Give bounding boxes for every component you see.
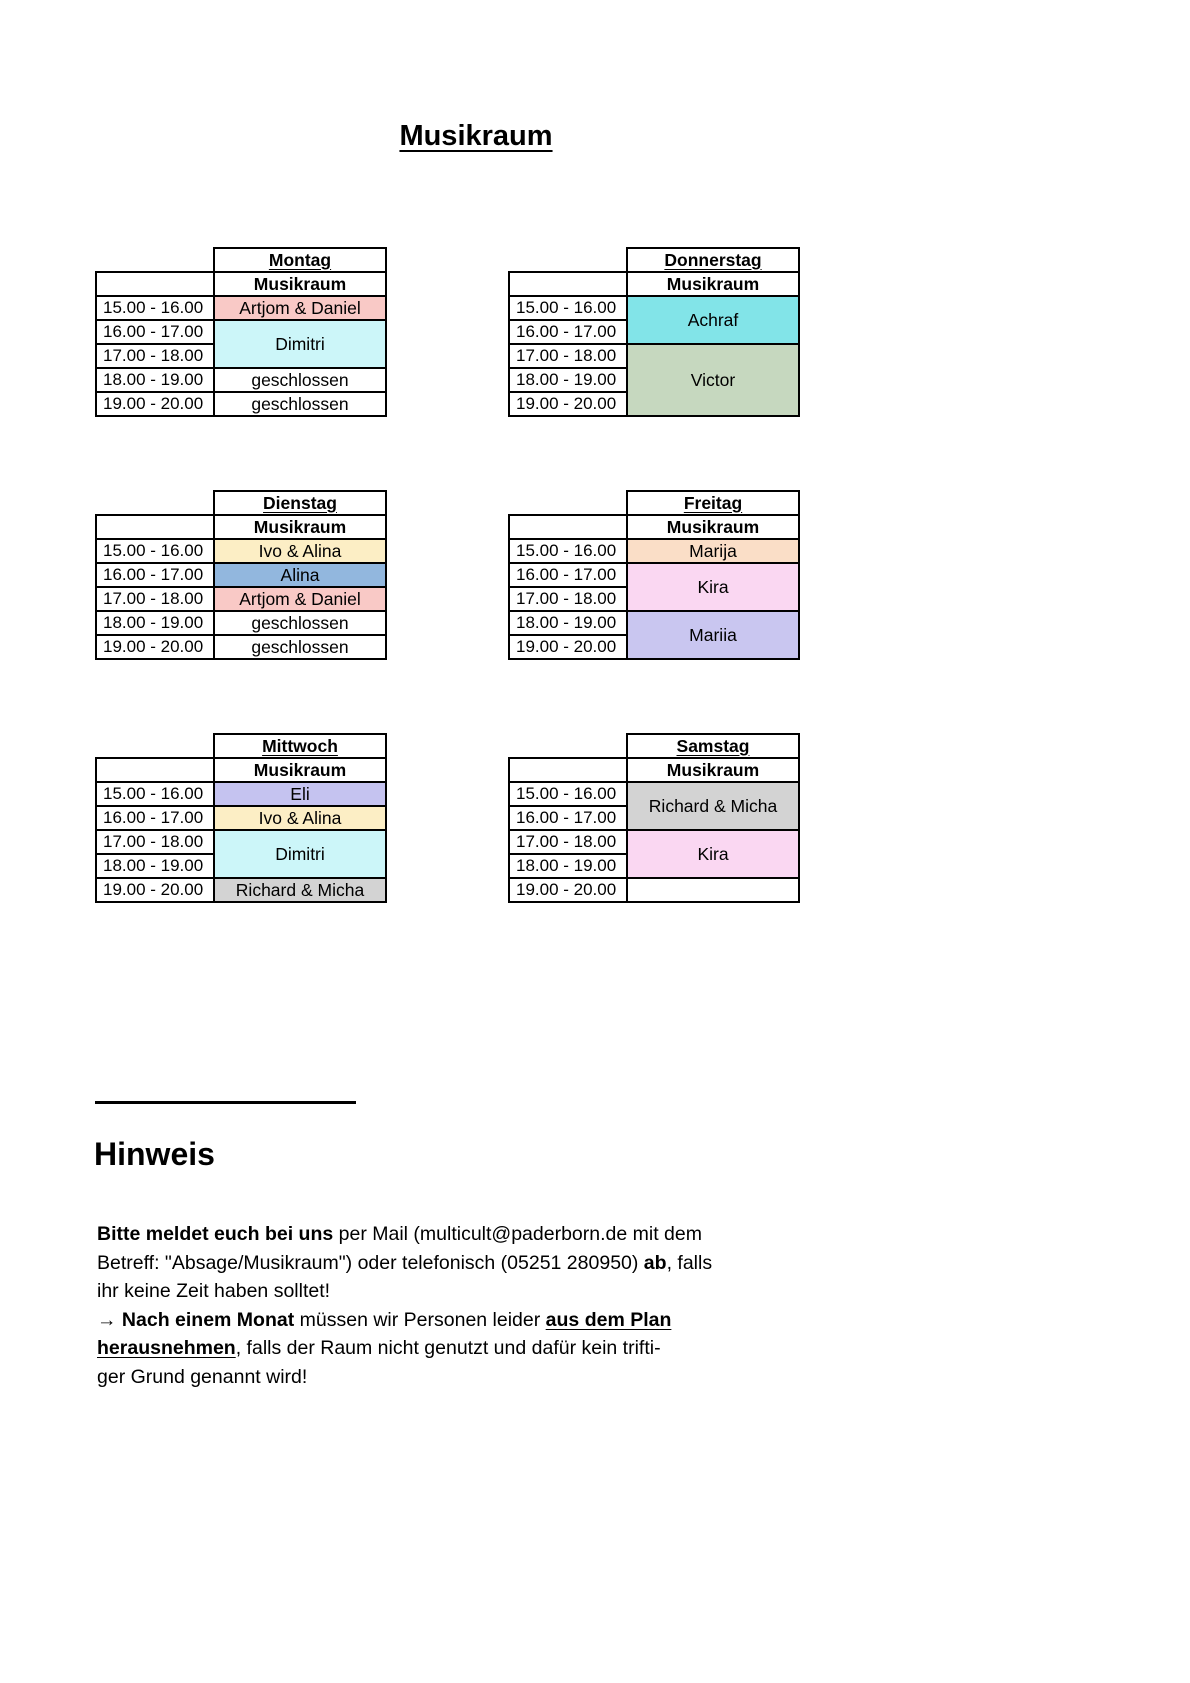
time-cell: 15.00 - 16.00 (96, 539, 214, 563)
day-name: Freitag (683, 492, 743, 513)
day-name: Dienstag (263, 492, 337, 513)
time-cell: 18.00 - 19.00 (96, 368, 214, 392)
note-line (97, 1249, 757, 1278)
time-cell: 17.00 - 18.00 (509, 587, 627, 611)
booking-cell: Richard & Micha (627, 782, 799, 830)
booking-cell: Dimitri (214, 830, 386, 878)
empty-header-cell (96, 272, 214, 296)
time-cell: 19.00 - 20.00 (96, 878, 214, 902)
day-header-cell (627, 491, 799, 515)
schedule-table-donnerstag (508, 247, 800, 417)
spacer-cell (509, 491, 627, 515)
schedule-table-freitag (508, 490, 800, 660)
day-header-cell (214, 491, 386, 515)
time-cell: 17.00 - 18.00 (509, 830, 627, 854)
room-header-cell: Musikraum (627, 515, 799, 539)
time-cell: 17.00 - 18.00 (96, 344, 214, 368)
time-cell: 16.00 - 17.00 (509, 806, 627, 830)
time-cell: 16.00 - 17.00 (96, 563, 214, 587)
note-line (97, 1334, 757, 1363)
time-cell: 19.00 - 20.00 (509, 878, 627, 902)
booking-cell: Ivo & Alina (214, 539, 386, 563)
booking-cell: Kira (627, 563, 799, 611)
note-line (97, 1277, 757, 1306)
room-header-cell: Musikraum (214, 272, 386, 296)
empty-header-cell (96, 515, 214, 539)
spacer-cell (96, 734, 214, 758)
spacer-cell (96, 248, 214, 272)
schedule-table-samstag (508, 733, 800, 903)
time-cell: 16.00 - 17.00 (96, 806, 214, 830)
note-text-segment: Betreff: "Absage/Musikraum") oder telefonisch (05251 280950) (97, 1251, 644, 1274)
time-cell: 15.00 - 16.00 (509, 539, 627, 563)
time-cell: 15.00 - 16.00 (96, 296, 214, 320)
time-cell: 17.00 - 18.00 (509, 344, 627, 368)
time-cell: 15.00 - 16.00 (96, 782, 214, 806)
note-text-segment: müssen wir Personen leider (294, 1308, 546, 1331)
note-text-segment: → (97, 1308, 122, 1331)
note-text-segment: Bitte meldet euch bei uns (97, 1223, 334, 1245)
note-text-segment: Nach einem Monat (121, 1308, 295, 1331)
empty-header-cell (96, 758, 214, 782)
note-text-segment: aus dem Plan (545, 1308, 672, 1331)
room-header-cell: Musikraum (627, 272, 799, 296)
day-name: Donnerstag (664, 249, 762, 270)
note-text-segment: ger Grund genannt wird! (97, 1365, 308, 1388)
booking-cell: Richard & Micha (214, 878, 386, 902)
booking-cell: Marija (627, 539, 799, 563)
empty-header-cell (509, 272, 627, 296)
time-cell: 18.00 - 19.00 (509, 368, 627, 392)
day-header-cell (214, 734, 386, 758)
booking-cell: Alina (214, 563, 386, 587)
note-text-segment: herausnehmen (97, 1337, 236, 1359)
booking-cell: Mariia (627, 611, 799, 659)
time-cell: 17.00 - 18.00 (96, 830, 214, 854)
spacer-cell (509, 734, 627, 758)
time-cell: 19.00 - 20.00 (96, 392, 214, 416)
time-cell: 16.00 - 17.00 (509, 563, 627, 587)
time-cell: 18.00 - 19.00 (509, 611, 627, 635)
day-name: Mittwoch (262, 735, 338, 756)
time-cell: 18.00 - 19.00 (509, 854, 627, 878)
time-cell: 19.00 - 20.00 (509, 635, 627, 659)
day-name: Samstag (676, 735, 750, 756)
empty-header-cell (509, 758, 627, 782)
time-cell: 19.00 - 20.00 (96, 635, 214, 659)
room-header-cell: Musikraum (214, 515, 386, 539)
empty-booking-cell (627, 878, 799, 902)
note-text-segment: ab (643, 1251, 667, 1274)
booking-cell: geschlossen (214, 392, 386, 416)
booking-cell: Achraf (627, 296, 799, 344)
booking-cell: geschlossen (214, 611, 386, 635)
time-cell: 16.00 - 17.00 (96, 320, 214, 344)
note-line (97, 1363, 757, 1392)
time-cell: 15.00 - 16.00 (509, 296, 627, 320)
booking-cell: geschlossen (214, 635, 386, 659)
time-cell: 15.00 - 16.00 (509, 782, 627, 806)
booking-cell: Eli (214, 782, 386, 806)
room-header-cell: Musikraum (214, 758, 386, 782)
schedule-table-montag (95, 247, 387, 417)
day-header-cell (627, 248, 799, 272)
day-header-cell (214, 248, 386, 272)
note-body (97, 1220, 757, 1391)
page-title: Musikraum (399, 120, 553, 152)
room-header-cell: Musikraum (627, 758, 799, 782)
time-cell: 18.00 - 19.00 (96, 854, 214, 878)
schedule-table-dienstag (95, 490, 387, 660)
note-line (97, 1220, 757, 1249)
time-cell: 19.00 - 20.00 (509, 392, 627, 416)
note-text-segment: per Mail (multicult@paderborn.de mit dem (333, 1223, 702, 1245)
booking-cell: Victor (627, 344, 799, 416)
time-cell: 17.00 - 18.00 (96, 587, 214, 611)
booking-cell: Ivo & Alina (214, 806, 386, 830)
booking-cell: Dimitri (214, 320, 386, 368)
note-text-segment: ihr keine Zeit haben solltet! (97, 1280, 331, 1302)
day-name: Montag (268, 249, 332, 270)
note-line (97, 1306, 757, 1335)
time-cell: 18.00 - 19.00 (96, 611, 214, 635)
time-cell: 16.00 - 17.00 (509, 320, 627, 344)
schedule-table-mittwoch (95, 733, 387, 903)
spacer-cell (509, 248, 627, 272)
spacer-cell (96, 491, 214, 515)
empty-header-cell (509, 515, 627, 539)
booking-cell: Kira (627, 830, 799, 878)
day-header-cell (627, 734, 799, 758)
booking-cell: Artjom & Daniel (214, 296, 386, 320)
booking-cell: Artjom & Daniel (214, 587, 386, 611)
note-heading: Hinweis (94, 1136, 215, 1172)
note-text-segment: , falls (666, 1251, 713, 1274)
booking-cell: geschlossen (214, 368, 386, 392)
note-text-segment: , falls der Raum nicht genutzt und dafür kein trifti- (235, 1337, 661, 1359)
section-divider (95, 1101, 356, 1104)
